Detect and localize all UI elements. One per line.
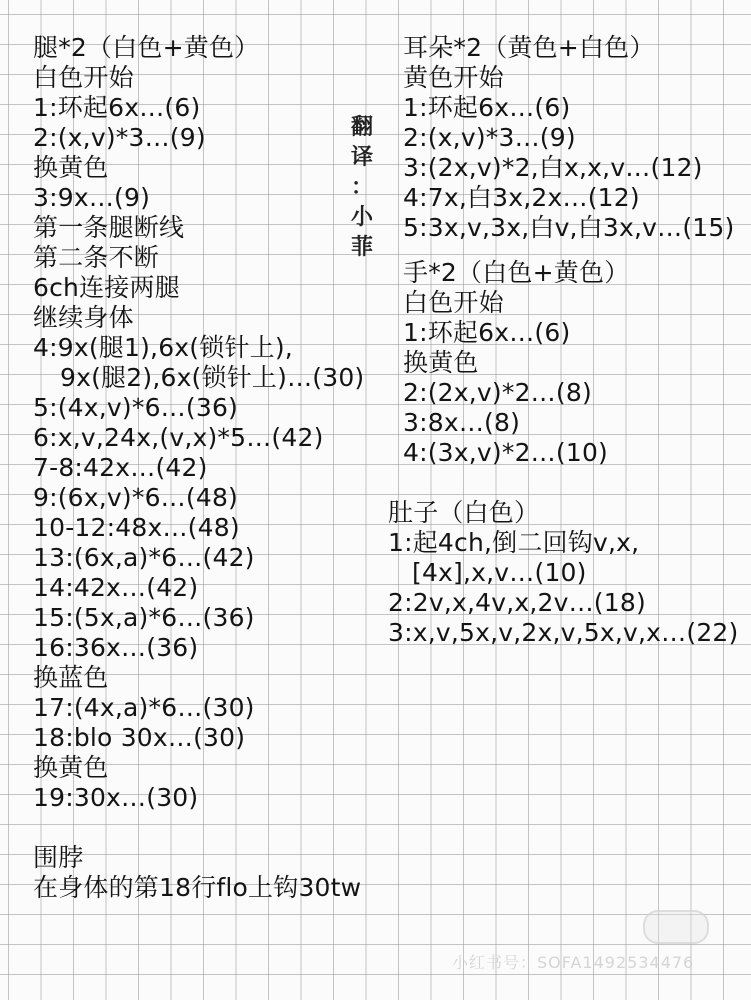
pattern-line-left: 1:环起6x…(6) <box>33 93 201 122</box>
pattern-line-left: 17:(4x,a)*6…(30) <box>33 693 255 722</box>
pattern-line-right: 4:(3x,v)*2…(10) <box>403 438 609 467</box>
pattern-line-left: 换黄色 <box>33 753 109 782</box>
translator-char: 译 <box>350 144 373 170</box>
pattern-line-right: 换黄色 <box>403 348 479 377</box>
pattern-line-left: 换黄色 <box>33 153 109 182</box>
pattern-line-right: 4:7x,白3x,2x…(12) <box>403 183 640 212</box>
pattern-line-left: 6:x,v,24x,(v,x)*5…(42) <box>33 423 324 452</box>
pattern-line-right: 3:8x…(8) <box>403 408 521 437</box>
pattern-line-left: 6ch连接两腿 <box>33 273 180 302</box>
pattern-line-right: 手*2（白色+黄色） <box>403 258 630 287</box>
pattern-line-right: [4x],x,v…(10) <box>412 558 587 587</box>
pattern-line-left: 13:(6x,a)*6…(42) <box>33 543 255 572</box>
pattern-line-right: 2:(2x,v)*2…(8) <box>403 378 592 407</box>
pattern-line-left: 第二条不断 <box>33 243 160 272</box>
pattern-line-left: 在身体的第18行flo上钩30tw <box>33 873 362 902</box>
pattern-line-left: 围脖 <box>33 843 84 872</box>
pattern-line-left: 15:(5x,a)*6…(36) <box>33 603 255 632</box>
translator-char: ： <box>350 174 373 200</box>
pattern-line-right: 白色开始 <box>403 288 504 317</box>
pattern-line-left: 2:(x,v)*3…(9) <box>33 123 206 152</box>
pattern-line-right: 1:环起6x…(6) <box>403 93 571 122</box>
pattern-line-left: 7-8:42x…(42) <box>33 453 208 482</box>
watermark-logo <box>643 910 709 944</box>
pattern-line-left: 18:blo 30x…(30) <box>33 723 246 752</box>
pattern-line-right: 肚子（白色） <box>388 498 540 527</box>
pattern-line-right: 黄色开始 <box>403 63 504 92</box>
translator-char: 菲 <box>350 234 373 260</box>
pattern-line-right: 3:x,v,5x,v,2x,v,5x,v,x…(22) <box>388 618 739 647</box>
translator-char: 翻 <box>350 114 373 140</box>
pattern-line-right: 1:环起6x…(6) <box>403 318 571 347</box>
pattern-line-right: 2:(x,v)*3…(9) <box>403 123 576 152</box>
pattern-line-right: 2:2v,x,4v,x,2v…(18) <box>388 588 646 617</box>
pattern-line-left: 19:30x…(30) <box>33 783 199 812</box>
pattern-line-left: 14:42x…(42) <box>33 573 199 602</box>
pattern-line-left: 9:(6x,v)*6…(48) <box>33 483 239 512</box>
pattern-line-right: 5:3x,v,3x,白v,白3x,v…(15) <box>403 213 735 242</box>
pattern-line-left: 10-12:48x…(48) <box>33 513 240 542</box>
pattern-line-left: 9x(腿2),6x(锁针上)…(30) <box>60 363 365 392</box>
translator-char: 小 <box>350 204 373 230</box>
pattern-line-left: 腿*2（白色+黄色） <box>33 33 260 62</box>
pattern-line-right: 3:(2x,v)*2,白x,x,v…(12) <box>403 153 703 182</box>
pattern-line-left: 白色开始 <box>33 63 134 92</box>
pattern-line-left: 第一条腿断线 <box>33 213 185 242</box>
pattern-line-left: 换蓝色 <box>33 663 109 692</box>
pattern-line-right: 耳朵*2（黄色+白色） <box>403 33 655 62</box>
translator-credit <box>347 112 377 262</box>
pattern-line-left: 5:(4x,v)*6…(36) <box>33 393 239 422</box>
pattern-line-left: 16:36x…(36) <box>33 633 199 662</box>
watermark-text: 小红书号：SOFA1492534476 <box>452 953 695 972</box>
pattern-line-right: 1:起4ch,倒二回钩v,x, <box>388 528 640 557</box>
pattern-line-left: 继续身体 <box>33 303 134 332</box>
pattern-line-left: 4:9x(腿1),6x(锁针上), <box>33 333 293 362</box>
pattern-line-left: 3:9x…(9) <box>33 183 151 212</box>
